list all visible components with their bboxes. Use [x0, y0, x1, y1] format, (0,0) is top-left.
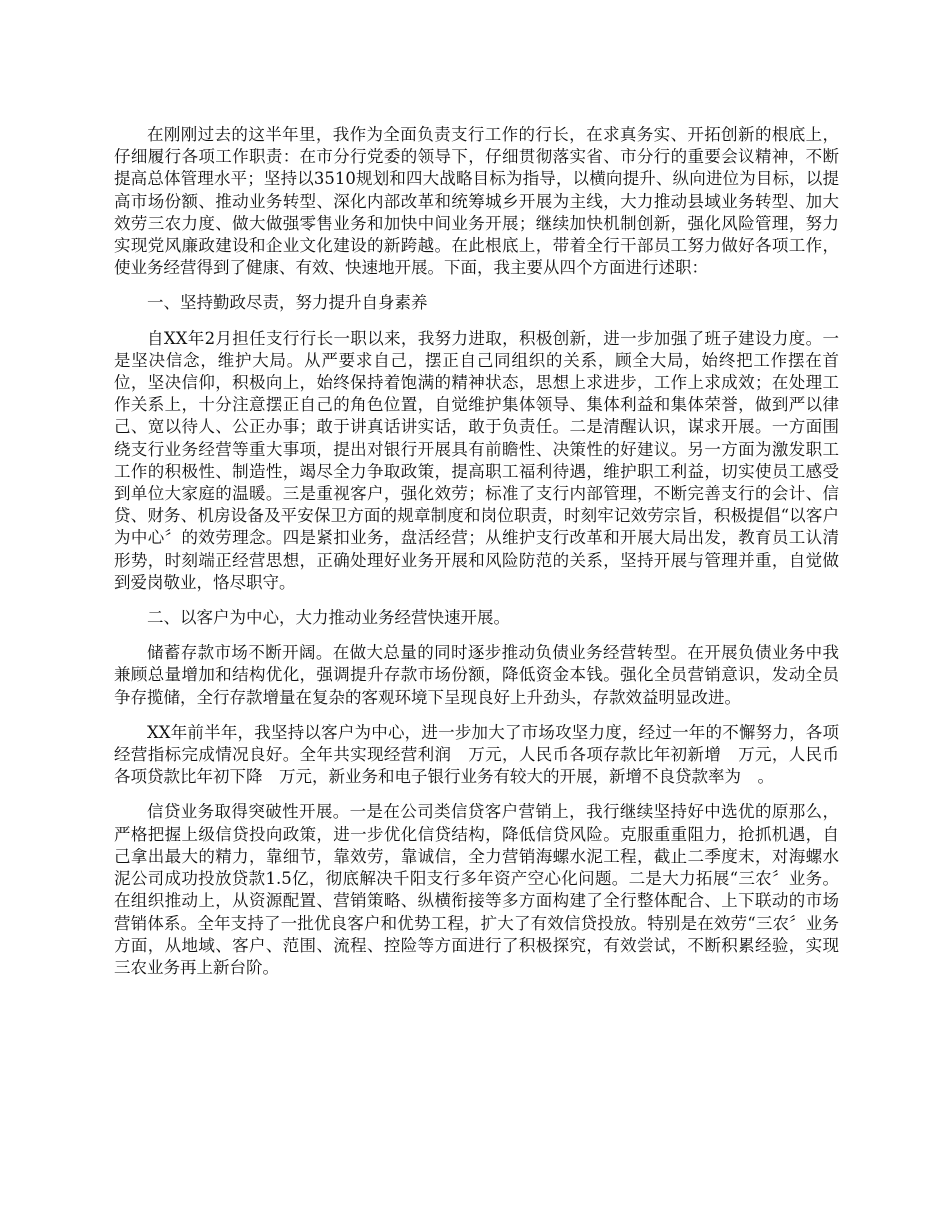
section-heading-1: 一、坚持勤政尽责，努力提升自身素养 [147, 293, 428, 313]
performance-paragraph: XX年前半年，我坚持以客户为中心，进一步加大了市场攻坚力度，经过一年的不懈努力，各项经营指标完成情况良好。全年共实现经营利润 万元，人民币各项存款比年初新增 万元，人民币各项贷款比年初下降 万元，新业务和电子银行业务有较大的开展，新增不良贷款率为 。 [114, 722, 839, 787]
section-heading-2: 二、以客户为中心，大力推动业务经营快速开展。 [147, 608, 510, 628]
credit-paragraph: 信贷业务取得突破性开展。一是在公司类信贷客户营销上，我行继续坚持好中选优的原那么，严格把握上级信贷投向政策，进一步优化信贷结构，降低信贷风险。克服重重阻力，抢抓机遇，自己拿出最大的精力，靠细节，靠效劳，靠诚信，全力营销海螺水泥工程，截止二季度末，对海螺水泥公司成功投放贷款1.5亿，彻底解决千阳支行多年资产空心化问题。二是大力拓展“三农〞业务。在组织推动上，从资源配置、营销策略、纵横衔接等多方面构建了全行整体配合、上下联动的市场营销体系。全年支持了一批优良客户和优势工程，扩大了有效信贷投放。特别是在效劳“三农〞业务方面，从地域、客户、范围、流程、控险等方面进行了积极探究，有效尝试，不断积累经验，实现三农业务再上新台阶。 [114, 802, 839, 977]
section-1-paragraph: 自XX年2月担任支行行长一职以来，我努力进取，积极创新，进一步加强了班子建设力度。一是坚决信念，维护大局。从严要求自己，摆正自己同组织的关系，顾全大局，始终把工作摆在首位，坚决信仰，积极向上，始终保持着饱满的精神状态，思想上求进步，工作上求成效；在处理工作关系上，十分注意摆正自己的角色位置，自觉维护集体领导、集体利益和集体荣誉，做到严以律己、宽以待人、公正办事；敢于讲真话讲实话，敢于负责任。二是清醒认识，谋求开展。一方面围绕支行业务经营等重大事项，提出对银行开展具有前瞻性、决策性的好建议。另一方面为激发职工工作的积极性、制造性，竭尽全力争取政策，提高职工福利待遇，维护职工利益，切实使员工感受到单位大家庭的温暖。三是重视客户，强化效劳；标准了支行内部管理，不断完善支行的会计、信贷、财务、机房设备及平安保卫方面的规章制度和岗位职责，时刻牢记效劳宗旨，积极提倡“以客户为中心〞的效劳理念。四是紧扣业务，盘活经营；从维护支行改革和开展大局出发，教育员工认清形势，时刻端正经营思想，正确处理好业务开展和风险防范的关系，坚持开展与管理并重，自觉做到爱岗敬业，恪尽职守。 [114, 328, 839, 592]
deposit-paragraph: 储蓄存款市场不断开阔。在做大总量的同时逐步推动负债业务经营转型。在开展负债业务中我兼顾总量增加和结构优化，强调提升存款市场份额，降低资金本钱。强化全员营销意识，发动全员争存揽储，全行存款增量在复杂的客观环境下呈现良好上升劲头，存款效益明显改进。 [114, 643, 839, 707]
intro-paragraph: 在刚刚过去的这半年里，我作为全面负责支行工作的行长，在求真务实、开拓创新的根底上，仔细履行各项工作职责：在市分行党委的领导下，仔细贯彻落实省、市分行的重要会议精神，不断提高总体管理水平；坚持以3510规划和四大战略目标为指导，以横向提升、纵向进位为目标，以提高市场份额、推动业务转型、深化内部改革和统筹城乡开展为主线，大力推动县域业务转型、加大效劳三农力度、做大做强零售业务和加快中间业务开展；继续加快机制创新，强化风险管理，努力实现党风廉政建设和企业文化建设的新跨越。在此根底上，带着全行干部员工努力做好各项工作，使业务经营得到了健康、有效、快速地开展。下面，我主要从四个方面进行述职： [114, 125, 839, 278]
document-body [114, 124, 839, 992]
